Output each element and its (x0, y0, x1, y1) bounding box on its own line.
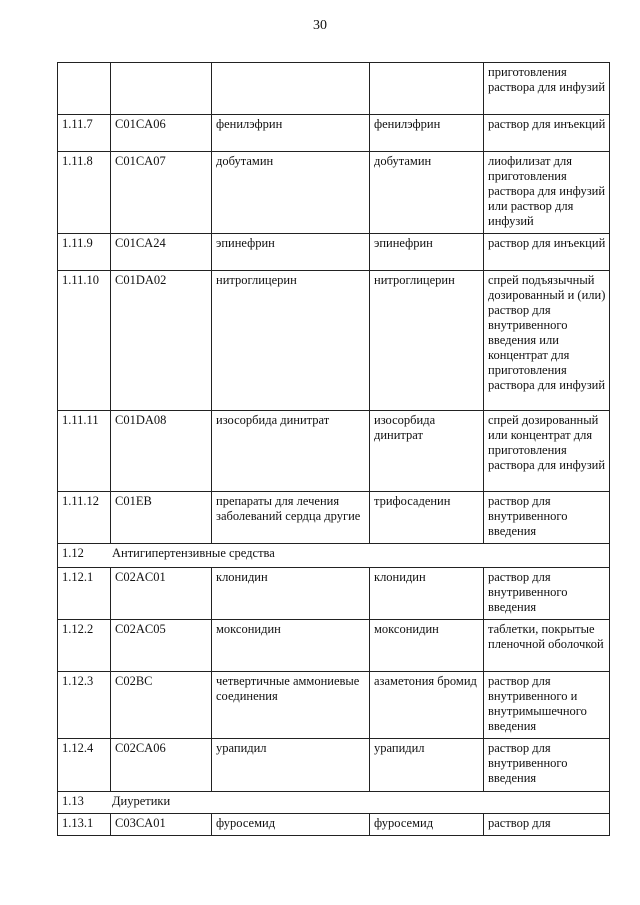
row-number: 1.11.9 (58, 234, 111, 271)
atc-code (111, 63, 212, 115)
section-number: 1.13 (62, 794, 84, 808)
drug-inn (370, 63, 484, 115)
row-number: 1.11.10 (58, 271, 111, 411)
table-row (58, 739, 610, 792)
row-number: 1.11.8 (58, 152, 111, 234)
atc-code: C02BC (111, 672, 212, 739)
section-number: 1.12 (62, 546, 84, 560)
section-row (58, 792, 610, 814)
drug-group: изосорбида динитрат (212, 411, 370, 492)
row-number (58, 63, 111, 115)
drug-group: добутамин (212, 152, 370, 234)
table-row (58, 411, 610, 492)
drug-group: препараты для лечения заболеваний сердца другие (212, 492, 370, 544)
section-row (58, 544, 610, 568)
drug-inn: урапидил (370, 739, 484, 792)
dosage-form: раствор для инъекций (484, 115, 610, 152)
drug-group: эпинефрин (212, 234, 370, 271)
row-number: 1.11.7 (58, 115, 111, 152)
drug-group: клонидин (212, 568, 370, 620)
dosage-form: раствор для внутривенного введения (484, 492, 610, 544)
row-number: 1.11.12 (58, 492, 111, 544)
atc-code: C01CA24 (111, 234, 212, 271)
row-number: 1.11.11 (58, 411, 111, 492)
atc-code: C01CA07 (111, 152, 212, 234)
row-number: 1.12.4 (58, 739, 111, 792)
drug-group: моксонидин (212, 620, 370, 672)
atc-code: C02AC05 (111, 620, 212, 672)
table-row (58, 814, 610, 836)
drug-group: фуросемид (212, 814, 370, 836)
atc-code: C03CA01 (111, 814, 212, 836)
dosage-form: приготовления раствора для инфузий (484, 63, 610, 115)
drug-inn: фенилэфрин (370, 115, 484, 152)
atc-code: C01DA02 (111, 271, 212, 411)
drug-group: четвертичные аммониевые соединения (212, 672, 370, 739)
table-row (58, 234, 610, 271)
drug-inn: изосорбида динитрат (370, 411, 484, 492)
row-number: 1.13.1 (58, 814, 111, 836)
table-row (58, 672, 610, 739)
table-row (58, 115, 610, 152)
dosage-form: раствор для внутривенного введения (484, 739, 610, 792)
table-row (58, 271, 610, 411)
atc-code: C01CA06 (111, 115, 212, 152)
atc-code: C02AC01 (111, 568, 212, 620)
dosage-form: раствор для внутривенного введения (484, 568, 610, 620)
row-number: 1.12.3 (58, 672, 111, 739)
section-header (58, 792, 610, 814)
row-number: 1.12.2 (58, 620, 111, 672)
drug-inn: добутамин (370, 152, 484, 234)
table-row (58, 568, 610, 620)
drug-inn: эпинефрин (370, 234, 484, 271)
dosage-form: лиофилизат для приготовления раствора для инфузий или раствор для инфузий (484, 152, 610, 234)
drug-group: фенилэфрин (212, 115, 370, 152)
section-title: Диуретики (112, 794, 171, 808)
drug-group: урапидил (212, 739, 370, 792)
dosage-form: спрей подъязычный дозированный и (или) раствор для внутривенного введения или концентрат для приготовления раствора для инфузий (484, 271, 610, 411)
drug-table (57, 62, 610, 836)
atc-code: C01DA08 (111, 411, 212, 492)
table-row (58, 63, 610, 115)
dosage-form: спрей дозированный или концентрат для приготовления раствора для инфузий (484, 411, 610, 492)
table-row (58, 152, 610, 234)
section-title: Антигипертензивные средства (112, 546, 275, 560)
drug-inn: фуросемид (370, 814, 484, 836)
table-row (58, 620, 610, 672)
drug-inn: клонидин (370, 568, 484, 620)
page-number: 30 (313, 18, 327, 33)
drug-group: нитроглицерин (212, 271, 370, 411)
dosage-form: раствор для инъекций (484, 234, 610, 271)
atc-code: C02CA06 (111, 739, 212, 792)
table-row (58, 492, 610, 544)
drug-inn: нитроглицерин (370, 271, 484, 411)
row-number: 1.12.1 (58, 568, 111, 620)
section-header (58, 544, 610, 568)
dosage-form: раствор для (484, 814, 610, 836)
drug-inn: моксонидин (370, 620, 484, 672)
dosage-form: таблетки, покрытые пленочной оболочкой (484, 620, 610, 672)
drug-inn: трифосаденин (370, 492, 484, 544)
atc-code: C01EB (111, 492, 212, 544)
drug-inn: азаметония бромид (370, 672, 484, 739)
dosage-form: раствор для внутривенного и внутримышечного введения (484, 672, 610, 739)
drug-group (212, 63, 370, 115)
